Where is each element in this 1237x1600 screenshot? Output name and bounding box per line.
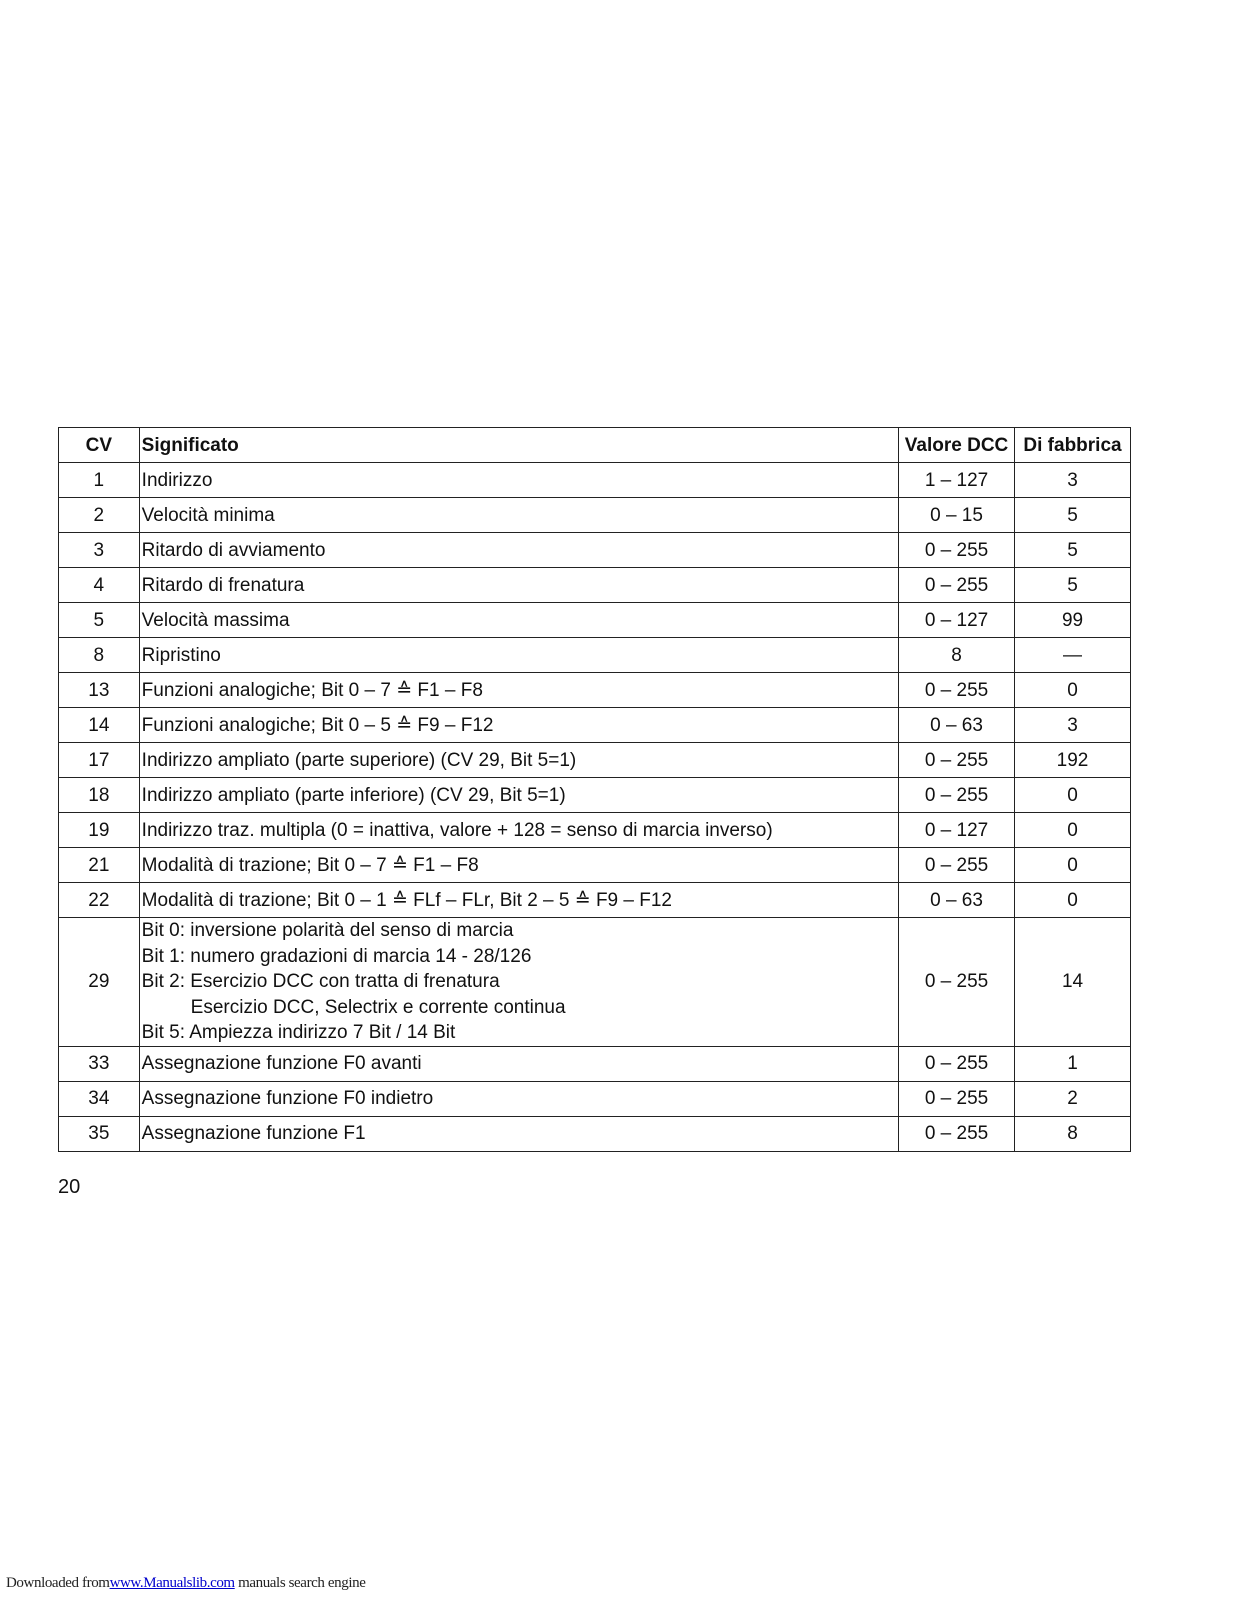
table-row (59, 568, 1131, 603)
cell-dcc: 0 – 15 (899, 498, 1015, 533)
table-row-cv29 (59, 918, 1131, 1047)
table-row (59, 1046, 1131, 1081)
table-row (59, 603, 1131, 638)
table-row (59, 638, 1131, 673)
bit-description-line: Bit 5: Ampiezza indirizzo 7 Bit / 14 Bit (141, 1022, 456, 1043)
cell-factory: 99 (1015, 603, 1131, 638)
cell-cv: 19 (59, 813, 140, 848)
header-dcc-value: Valore DCC (899, 428, 1015, 463)
footer-prefix: Downloaded from (6, 1575, 110, 1591)
cell-dcc: 0 – 255 (899, 568, 1015, 603)
cell-dcc: 0 – 255 (899, 918, 1015, 1047)
cell-dcc: 0 – 63 (899, 883, 1015, 918)
cell-factory: 1 (1015, 1046, 1131, 1081)
cell-meaning: Indirizzo ampliato (parte superiore) (CV 29, Bit 5=1) (139, 743, 898, 778)
cell-meaning: Indirizzo (139, 463, 898, 498)
cell-cv: 8 (59, 638, 140, 673)
cell-meaning: Velocità massima (139, 603, 898, 638)
cell-meaning-multiline (139, 918, 898, 1047)
cell-factory: 5 (1015, 533, 1131, 568)
cell-cv: 5 (59, 603, 140, 638)
cell-factory: 0 (1015, 848, 1131, 883)
cell-cv: 34 (59, 1081, 140, 1116)
cell-cv: 13 (59, 673, 140, 708)
cell-factory: 8 (1015, 1116, 1131, 1151)
cell-dcc: 0 – 127 (899, 603, 1015, 638)
cell-factory: 5 (1015, 568, 1131, 603)
table-row (59, 813, 1131, 848)
cell-cv: 29 (59, 918, 140, 1047)
cell-cv: 4 (59, 568, 140, 603)
cell-meaning: Assegnazione funzione F1 (139, 1116, 898, 1151)
cell-meaning: Modalità di trazione; Bit 0 – 1 ≙ FLf – FLr, Bit 2 – 5 ≙ F9 – F12 (139, 883, 898, 918)
cv-table (58, 427, 1131, 1152)
table-row (59, 463, 1131, 498)
cell-cv: 3 (59, 533, 140, 568)
table-row (59, 533, 1131, 568)
table-row (59, 1081, 1131, 1116)
cell-factory: 5 (1015, 498, 1131, 533)
cell-factory: 3 (1015, 463, 1131, 498)
bit-description-line: Bit 1: numero gradazioni di marcia 14 - 28/126 (141, 945, 532, 967)
cell-factory: 14 (1015, 918, 1131, 1047)
footer-suffix: manuals search engine (238, 1575, 366, 1591)
cell-dcc: 0 – 255 (899, 778, 1015, 813)
manualslib-link[interactable]: www.Manualslib.com (109, 1575, 235, 1591)
cell-dcc: 0 – 255 (899, 743, 1015, 778)
cell-factory: 0 (1015, 883, 1131, 918)
table-row (59, 708, 1131, 743)
cell-dcc: 1 – 127 (899, 463, 1015, 498)
cell-factory: 3 (1015, 708, 1131, 743)
cell-factory: 0 (1015, 778, 1131, 813)
cell-dcc: 0 – 255 (899, 1116, 1015, 1151)
cell-dcc: 0 – 255 (899, 1046, 1015, 1081)
cell-meaning: Assegnazione funzione F0 avanti (139, 1046, 898, 1081)
page-number: 20 (58, 1176, 81, 1198)
cell-cv: 22 (59, 883, 140, 918)
cell-dcc: 0 – 255 (899, 673, 1015, 708)
cell-cv: 17 (59, 743, 140, 778)
table-row (59, 498, 1131, 533)
bit-description-line: Bit 0: inversione polarità del senso di marcia (141, 920, 514, 941)
cell-cv: 18 (59, 778, 140, 813)
header-factory: Di fabbrica (1015, 428, 1131, 463)
cell-cv: 2 (59, 498, 140, 533)
cell-meaning: Modalità di trazione; Bit 0 – 7 ≙ F1 – F8 (139, 848, 898, 883)
table-row (59, 883, 1131, 918)
cell-meaning: Funzioni analogiche; Bit 0 – 7 ≙ F1 – F8 (139, 673, 898, 708)
table-header-row (59, 428, 1131, 463)
table-row (59, 743, 1131, 778)
cell-factory: 2 (1015, 1081, 1131, 1116)
cell-dcc: 0 – 127 (899, 813, 1015, 848)
cell-meaning: Ritardo di avviamento (139, 533, 898, 568)
cell-meaning: Funzioni analogiche; Bit 0 – 5 ≙ F9 – F12 (139, 708, 898, 743)
table-row (59, 1116, 1131, 1151)
cell-factory: — (1015, 638, 1131, 673)
table-row (59, 778, 1131, 813)
download-footer (6, 1575, 365, 1592)
cell-meaning: Indirizzo ampliato (parte inferiore) (CV 29, Bit 5=1) (139, 778, 898, 813)
cell-dcc: 0 – 255 (899, 533, 1015, 568)
table-row (59, 848, 1131, 883)
cell-meaning: Ripristino (139, 638, 898, 673)
cell-cv: 35 (59, 1116, 140, 1151)
cell-dcc: 0 – 255 (899, 1081, 1015, 1116)
table-row (59, 673, 1131, 708)
cell-factory: 0 (1015, 673, 1131, 708)
cell-meaning: Assegnazione funzione F0 indietro (139, 1081, 898, 1116)
cell-meaning: Velocità minima (139, 498, 898, 533)
cell-meaning: Ritardo di frenatura (139, 568, 898, 603)
cell-factory: 0 (1015, 813, 1131, 848)
cell-meaning: Indirizzo traz. multipla (0 = inattiva, valore + 128 = senso di marcia inverso) (139, 813, 898, 848)
cell-dcc: 8 (899, 638, 1015, 673)
bit-description-line: Esercizio DCC, Selectrix e corrente continua (190, 996, 566, 1018)
cell-cv: 14 (59, 708, 140, 743)
cell-cv: 1 (59, 463, 140, 498)
cell-cv: 33 (59, 1046, 140, 1081)
bit-description-line: Bit 2: Esercizio DCC con tratta di frenatura (141, 971, 500, 992)
header-meaning: Significato (139, 428, 898, 463)
cell-dcc: 0 – 63 (899, 708, 1015, 743)
cell-cv: 21 (59, 848, 140, 883)
header-cv: CV (59, 428, 140, 463)
cell-dcc: 0 – 255 (899, 848, 1015, 883)
cell-factory: 192 (1015, 743, 1131, 778)
